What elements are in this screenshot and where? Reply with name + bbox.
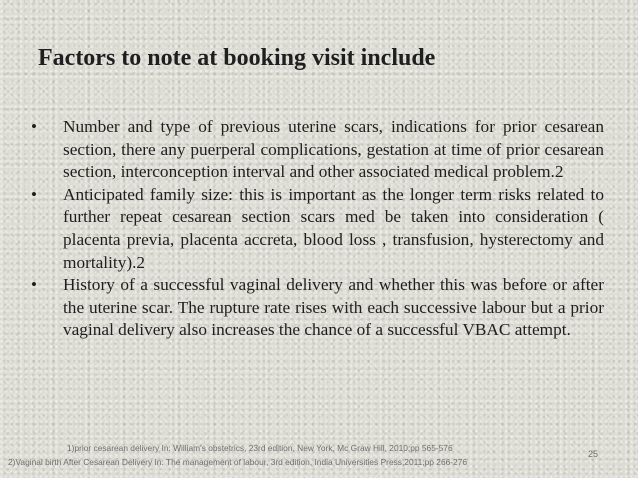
bullet-marker: • — [31, 117, 37, 136]
page-number: 25 — [588, 449, 599, 459]
reference-2: 2)Vaginal birth After Cesarean Delivery In: The management of labour, 3rd edition, India Universities Press,2011;pp 266-276 — [8, 457, 468, 467]
bullet-list — [30, 116, 604, 342]
references — [0, 441, 575, 469]
bullet-item — [30, 274, 604, 342]
bullet-text: Anticipated family size: this is important as the longer term risks related to further repeat cesarean section scars med be taken into consideration ( placenta previa, placenta accreta, blood loss , transfusion, hysterectomy and mortality).2 — [63, 184, 604, 272]
bullet-text: Number and type of previous uterine scars, indications for prior cesarean section, there any puerperal complications, gestation at time of prior cesarean section, interconception interval and other associated medical problem.2 — [63, 117, 604, 182]
bullet-marker: • — [31, 184, 37, 204]
bullet-marker: • — [31, 275, 37, 295]
bullet-item — [30, 184, 604, 274]
slide-title: Factors to note at booking visit include — [38, 45, 436, 71]
reference-1: 1)prior cesarean delivery In: William's obstetrics, 23rd edition, New York, Mc Graw Hill, 2010;pp 565-576 — [67, 443, 453, 453]
bullet-item — [30, 116, 604, 184]
bullet-text: History of a successful vaginal delivery and whether this was before or after the uterine scar. The rupture rate rises with each successive labour but a prior vaginal delivery also increases the chance of a successful VBAC attempt. — [63, 275, 604, 340]
